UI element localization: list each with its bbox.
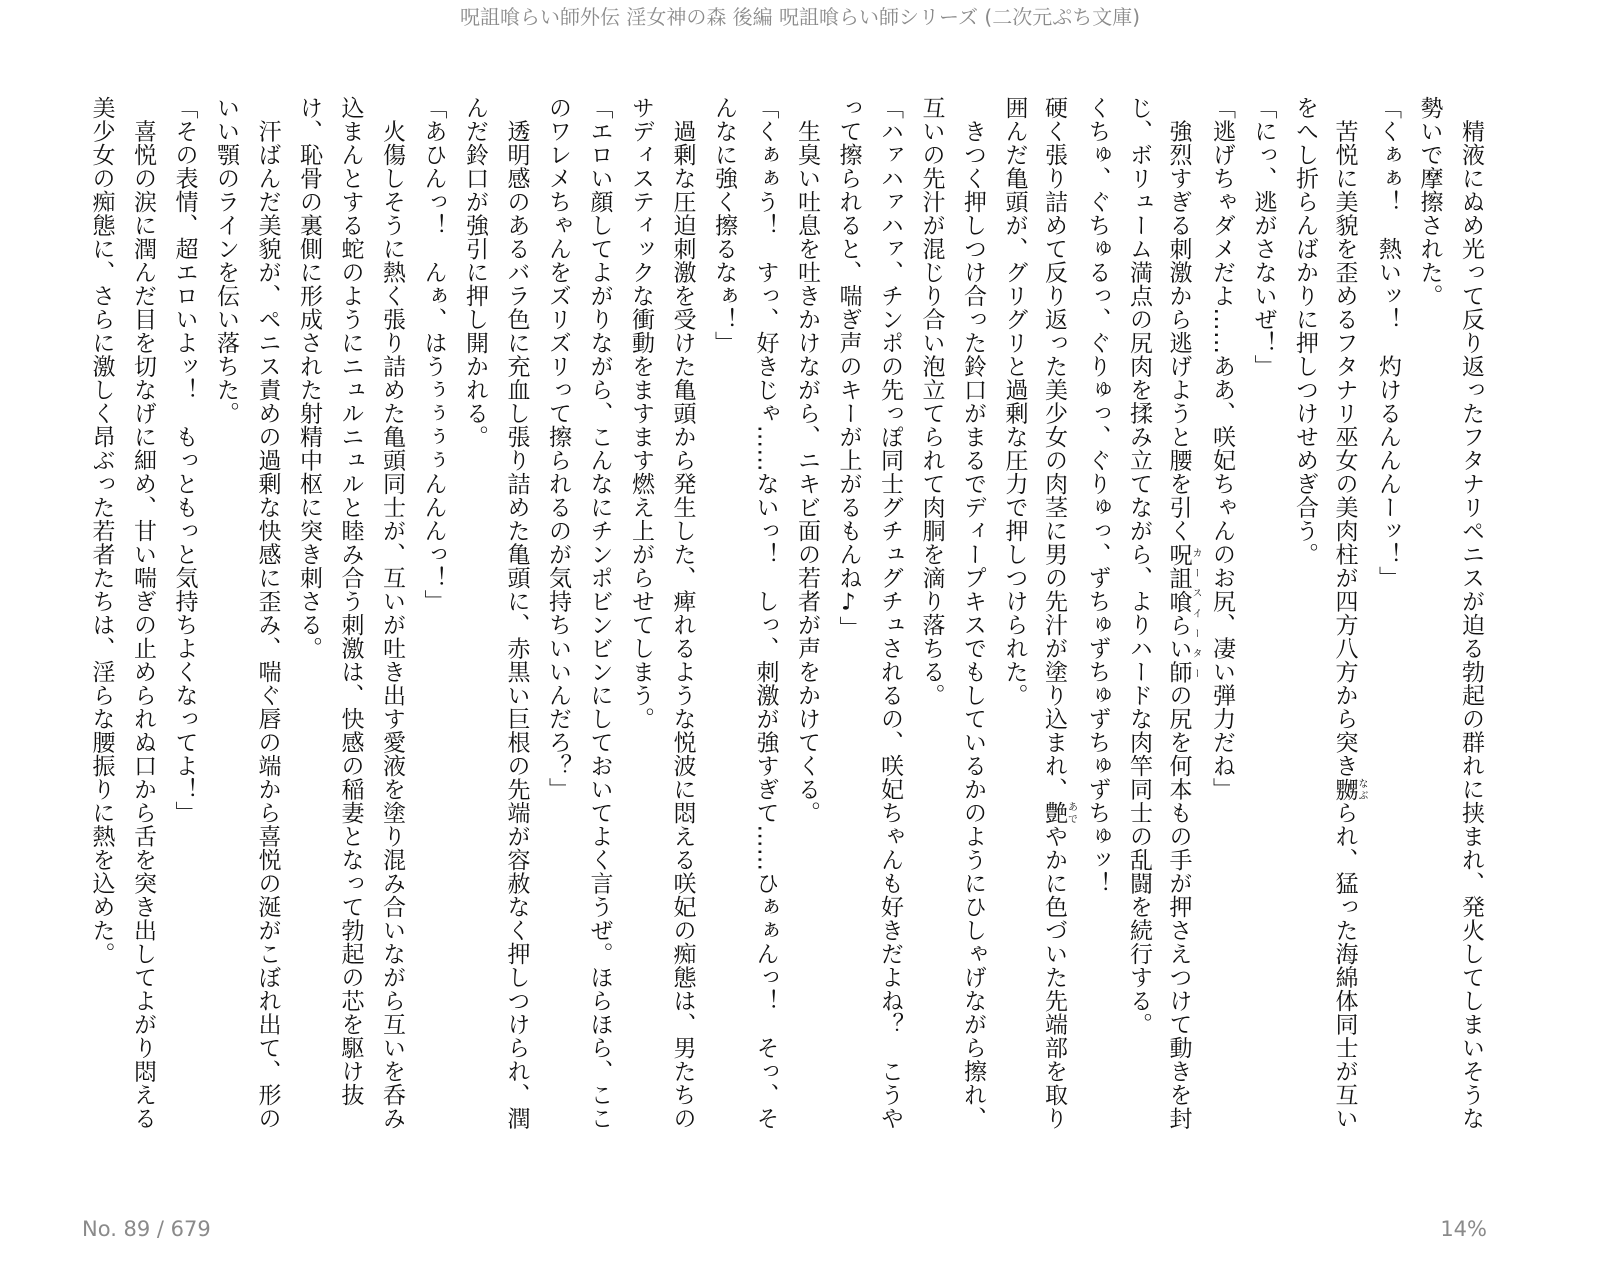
text-run: くちゅ、ぐちゅるっ、ぐりゅっ、ぐりゅっ、ずちゅずちゅずちゅずちゅッ！ (1084, 96, 1111, 895)
ruby-annotation (1041, 801, 1077, 825)
ruby-reading: なぶ (1356, 777, 1367, 801)
text-column (537, 96, 579, 1166)
text-run: 「逃げちゃダメだよ……ああ、咲妃ちゃんのお尻、凄い弾力だね」 (1209, 96, 1235, 801)
text-run: サディスティックな衝動をますます燃え上がらせてしまう。 (628, 96, 654, 731)
text-column (163, 96, 205, 1166)
text-column (869, 96, 911, 1166)
text-run: 過剰な圧迫刺激を受けた亀頭から発生した、痺れるような悦波に悶える咲妃の痴態は、男たちの (669, 96, 696, 1130)
text-run: って擦られると、喘ぎ声のキーが上がるもんね♪」 (835, 96, 862, 640)
text-run: 硬く張り詰めて反り返った美少女の肉茎に男の先汁が塗り込まれ、 (1041, 96, 1067, 801)
text-run: のワレメちゃんをズリズリって擦られるのが気持ちいいんだろ？」 (545, 96, 571, 801)
text-column (1408, 96, 1450, 1166)
text-column (952, 96, 994, 1166)
text-run: きつく押しつけ合った鈴口がまるでディープキスでもしているかのようにひしゃげながら擦れ、 (960, 96, 986, 1130)
text-column (1201, 96, 1243, 1166)
ruby-annotation (1165, 542, 1201, 684)
text-column (1325, 96, 1367, 1166)
text-column (329, 96, 371, 1166)
ruby-base: 呪詛喰らい師 (1165, 542, 1192, 684)
text-column (1076, 96, 1118, 1166)
progress-percent: 14% (1440, 1217, 1487, 1241)
text-run: んだ鈴口が強引に押し開かれる。 (462, 96, 488, 449)
text-run: 「エロい顔してよがりながら、こんなにチンポビンビンにしておいてよく言うぜ。ほらほら、ここ (586, 96, 613, 1130)
text-column (1284, 96, 1326, 1166)
text-run: 込まんとする蛇のようにニュルニュルと睦み合う刺激は、快感の稲妻となって勃起の芯を駆け抜 (337, 96, 364, 1107)
ruby-base: 嬲 (1331, 777, 1358, 801)
text-run: 勢いで摩擦された。 (1416, 96, 1443, 308)
text-run: 強烈すぎる刺激から逃げようと腰を引く (1165, 96, 1192, 543)
text-run: 「その表情、超エロいよッ！ もっともっと気持ちよくなってよ！」 (171, 96, 198, 825)
text-run: 火傷しそうに熱く張り詰めた亀頭同士が、互いが吐き出す愛液を塗り混み合いながら互いを呑み (379, 96, 405, 1130)
text-run: 生臭い吐息を吐きかけながら、ニキビ面の若者が声をかけてくる。 (794, 96, 820, 825)
location-indicator[interactable]: No. 89 / 679 (82, 1217, 211, 1241)
text-column (495, 96, 537, 1166)
text-column (1450, 96, 1492, 1166)
ruby-reading: カースイーター (1190, 542, 1201, 684)
text-run: 互いの先汁が混じり合い泡立てられて肉胴を滴り落ちる。 (918, 96, 945, 707)
text-run: 美少女の痴態に、さらに激しく昂ぶった若者たちは、淫らな腰振りに熱を込めた。 (88, 96, 115, 966)
text-column (1367, 96, 1409, 1166)
text-run: 「あひんっ！ んぁ、はうぅぅぅぅんんんっ！」 (420, 96, 447, 613)
text-run: 「にっ、逃がさないぜ！」 (1250, 96, 1277, 378)
text-column (744, 96, 786, 1166)
text-column (246, 96, 288, 1166)
text-column (1242, 96, 1284, 1166)
text-column (620, 96, 662, 1166)
text-run: やかに色づいた先端部を取り (1041, 824, 1067, 1130)
text-run: 喜悦の涙に潤んだ目を切なげに細め、甘い喘ぎの止められぬ口から舌を突き出してよがり悶える (130, 96, 156, 1130)
ruby-annotation (1331, 777, 1367, 802)
ruby-base: 艶 (1041, 801, 1067, 825)
text-column (703, 96, 745, 1166)
text-column (661, 96, 703, 1166)
text-run: られ、猛った海綿体同士が互い (1331, 801, 1358, 1130)
text-run: 精液にぬめ光って反り返ったフタナリペニスが迫る勃起の群れに挟まれ、発火してしまいそうな (1458, 96, 1484, 1130)
page-text[interactable] (79, 96, 1491, 1166)
text-run: け、恥骨の裏側に形成された射精中枢に突き刺さる。 (296, 96, 322, 660)
text-run: 汗ばんだ美貌が、ペニス責めの過剰な快感に歪み、喘ぐ唇の端から喜悦の涎がこぼれ出て、形の (254, 96, 281, 1130)
text-column (205, 96, 247, 1166)
text-column (454, 96, 496, 1166)
ruby-reading: あで (1065, 801, 1077, 825)
text-column (578, 96, 620, 1166)
text-run: 「ハァハァハァ、チンポの先っぽ同士グチュグチュされるの、咲妃ちゃんも好きだよね？ こうや (877, 96, 903, 1130)
book-title: 呪詛喰らい師外伝 淫女神の森 後編 呪詛喰らい師シリーズ (二次元ぷち文庫) (459, 5, 1141, 29)
text-column (288, 96, 330, 1166)
text-column (786, 96, 828, 1166)
text-run: 「くぁぁ！ 熱いッ！ 灼けるんんんーッ！」 (1375, 96, 1401, 590)
text-run: んなに強く擦るなぁ！」 (711, 96, 737, 355)
text-run: の尻を何本もの手が押さえつけて動きを封 (1165, 683, 1192, 1130)
text-column (1159, 96, 1201, 1166)
text-column (910, 96, 952, 1166)
text-column (80, 96, 122, 1166)
text-column (412, 96, 454, 1166)
text-column (993, 96, 1035, 1166)
text-run: 囲んだ亀頭が、グリグリと過剰な圧力で押しつけられた。 (1001, 96, 1028, 707)
text-run: 苦悦に美貌を歪めるフタナリ巫女の美肉柱が四方八方から突き (1331, 96, 1358, 778)
text-run: いい顎のラインを伝い落ちた。 (213, 96, 239, 425)
text-run: 「くぁぁう！ すっ、好きじゃ……ないっ！ しっ、刺激が強すぎて……ひぁぁんっ！ そっ、そ (752, 96, 779, 1130)
text-column (122, 96, 164, 1166)
text-column (1118, 96, 1160, 1166)
text-column (827, 96, 869, 1166)
text-column (1035, 96, 1077, 1166)
text-column (371, 96, 413, 1166)
text-run: 透明感のあるバラ色に充血し張り詰めた亀頭に、赤黒い巨根の先端が容赦なく押しつけられ、潤 (503, 96, 530, 1130)
text-run: じ、ボリューム満点の尻肉を揉み立てながら、よりハードな肉竿同士の乱闘を続行する。 (1126, 96, 1152, 1036)
text-run: をへし折らんばかりに押しつけせめぎ合う。 (1292, 96, 1318, 566)
